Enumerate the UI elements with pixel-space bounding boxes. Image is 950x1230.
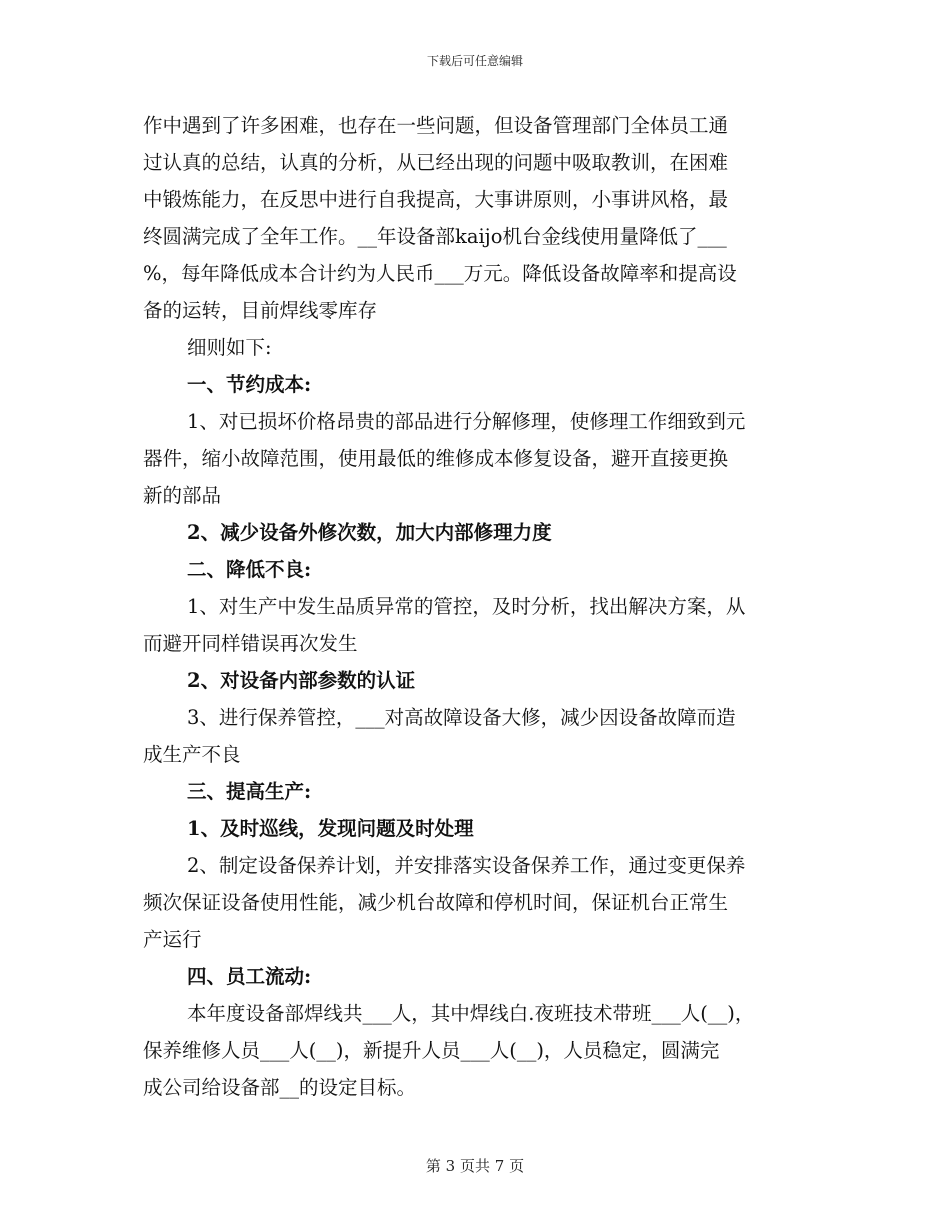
- section-heading: 二、降低不良:: [187, 558, 312, 581]
- page-footer: 第 3 页共 7 页: [425, 1157, 525, 1175]
- sub-heading: 2、减少设备外修次数，加大内部修理力度: [187, 521, 552, 544]
- body-line: 过认真的总结，认真的分析，从已经出现的问题中吸取教训，在困难: [143, 151, 729, 174]
- body-line: 1、对已损坏价格昂贵的部品进行分解修理，使修理工作细致到元: [187, 410, 746, 433]
- section-heading: 四、员工流动:: [187, 965, 312, 988]
- body-line: 频次保证设备使用性能，减少机台故障和停机时间，保证机台正常生: [143, 891, 729, 914]
- body-line: 本年度设备部焊线共___人，其中焊线白.夜班技术带班___人(__)，: [187, 1002, 755, 1025]
- sub-heading: 2、对设备内部参数的认证: [187, 669, 416, 692]
- body-line: 备的运转，目前焊线零库存: [143, 299, 378, 322]
- section-heading: 一、节约成本:: [187, 373, 312, 396]
- body-line: 产运行: [143, 928, 202, 951]
- body-line: 作中遇到了许多困难，也存在一些问题，但设备管理部门全体员工通: [143, 114, 729, 137]
- sub-heading: 1、及时巡线，发现问题及时处理: [187, 817, 474, 840]
- body-line: 成生产不良: [143, 743, 241, 766]
- body-line: %，每年降低成本合计约为人民币___万元。降低设备故障率和提高设: [143, 262, 737, 285]
- body-line: 成公司给设备部__的设定目标。: [143, 1076, 417, 1099]
- body-line: 2、制定设备保养计划，并安排落实设备保养工作，通过变更保养: [187, 854, 746, 877]
- document-body: [143, 107, 813, 1106]
- body-line: 保养维修人员___人(__)，新提升人员___人(__)，人员稳定，圆满完: [143, 1039, 720, 1062]
- body-line: 3、进行保养管控，___对高故障设备大修，减少因设备故障而造: [187, 706, 736, 729]
- body-line: 1、对生产中发生品质异常的管控，及时分析，找出解决方案，从: [187, 595, 746, 618]
- body-line: 终圆满完成了全年工作。__年设备部kaijo机台金线使用量降低了___: [143, 225, 727, 248]
- body-line: 新的部品: [143, 484, 222, 507]
- body-line: 中锻炼能力，在反思中进行自我提高，大事讲原则，小事讲风格，最: [143, 188, 729, 211]
- page-header: 下载后可任意编辑: [426, 54, 523, 68]
- body-line: 器件，缩小故障范围，使用最低的维修成本修复设备，避开直接更换: [143, 447, 729, 470]
- body-line: 而避开同样错误再次发生: [143, 632, 358, 655]
- body-line: 细则如下:: [187, 336, 272, 359]
- section-heading: 三、提高生产:: [187, 780, 312, 803]
